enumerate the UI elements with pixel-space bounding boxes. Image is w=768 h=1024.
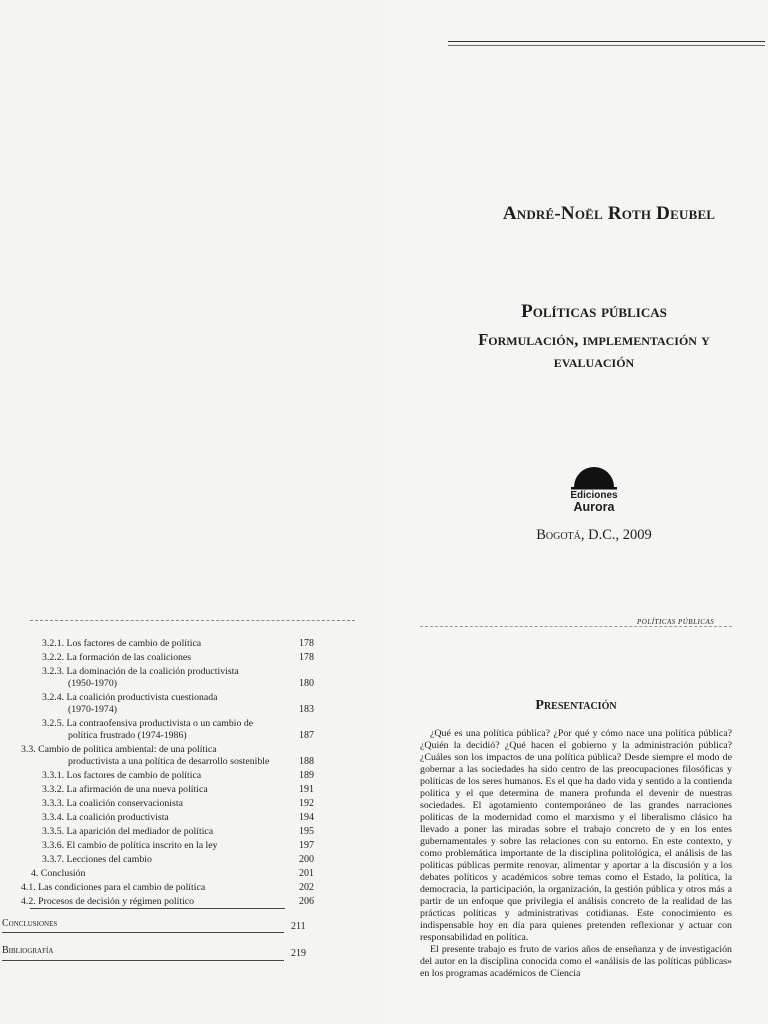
toc-entry-page: 180 [299, 678, 314, 689]
toc-entry-page: 183 [299, 704, 314, 715]
running-head-rule [420, 626, 732, 627]
body-text [420, 728, 732, 980]
toc-entry-page: 189 [299, 770, 314, 781]
section-heading: Presentación [535, 698, 617, 713]
toc-entry-page: 195 [299, 826, 314, 837]
toc-entry-title: 3.3.1. Los factores de cambio de política [42, 770, 202, 781]
toc-conclusions-label: Conclusiones [2, 918, 58, 929]
toc-entry [0, 718, 384, 742]
presentation-page [384, 590, 768, 1024]
publisher-dome-icon [571, 466, 617, 490]
book-title: Políticas públicas [521, 301, 667, 322]
blank-page [0, 0, 384, 590]
toc-entry-title: 3.3.4. La coalición productivista [42, 812, 169, 823]
toc-entry-page: 201 [299, 868, 314, 879]
toc-entry-title-continued: (1950-1970) [68, 678, 117, 689]
toc-rule-b [2, 932, 284, 933]
toc-entry-page: 188 [299, 756, 314, 767]
toc-entry-title: 3.3.6. El cambio de política inscrito en la ley [42, 840, 218, 851]
publisher-name-line1: Ediciones [570, 490, 618, 501]
toc-entry [0, 882, 384, 894]
publisher-name-line2: Aurora [573, 500, 615, 514]
toc-entry [0, 840, 384, 852]
toc-bibliography-label: Bibliografía [2, 945, 54, 956]
toc-entry [0, 666, 384, 690]
toc-entry-page: 178 [299, 638, 314, 649]
contents-page [0, 590, 384, 1024]
toc-list [0, 638, 384, 908]
publisher-logo [554, 466, 634, 513]
top-double-rule-lower [448, 45, 765, 46]
toc-entry-title-continued: política frustrado (1974-1986) [68, 730, 187, 741]
toc-entry-title: 3.3.2. La afirmación de una nueva política [42, 784, 208, 795]
toc-entry-title: 3.2.2. La formación de las coaliciones [42, 652, 192, 663]
toc-conclusions-page: 211 [291, 921, 306, 932]
toc-top-rule [30, 620, 355, 621]
toc-conclusions [2, 918, 306, 932]
toc-entry-title-continued: productivista a una política de desarrollo sostenible [68, 756, 270, 767]
toc-rule-a [30, 908, 285, 909]
toc-entry-page: 194 [299, 812, 314, 823]
toc-entry-title: 3.3.7. Lecciones del cambio [42, 854, 152, 865]
toc-entry-page: 178 [299, 652, 314, 663]
city-year: Bogotá, D.C., 2009 [536, 527, 652, 543]
toc-entry-page: 206 [299, 896, 314, 907]
toc-entry [0, 896, 384, 908]
toc-entry-page: 191 [299, 784, 314, 795]
toc-entry-title: 3.2.3. La dominación de la coalición productivista [42, 666, 239, 677]
toc-entry-title-continued: (1970-1974) [68, 704, 117, 715]
running-head: POLÍTICAS PÚBLICAS [637, 618, 715, 626]
paragraph-2: El presente trabajo es fruto de varios años de enseñanza y de investigación del autor en la disciplina conocida como el «análisis de las políticas públicas» en los programas académicos de Ciencia [420, 944, 732, 979]
toc-entry [0, 812, 384, 824]
toc-entry [0, 868, 384, 880]
author-name: André-Noël Roth Deubel [502, 203, 716, 224]
toc-entry-title: 3.2.4. La coalición productivista cuestionada [42, 692, 218, 703]
title-page [384, 0, 768, 590]
toc-rule-c [2, 960, 284, 961]
toc-entry-title: 3.3.3. La coalición conservacionista [42, 798, 183, 809]
toc-entry-page: 192 [299, 798, 314, 809]
toc-entry-title: 3.2.5. La contraofensiva productivista o un cambio de [42, 718, 254, 729]
toc-entry-page: 187 [299, 730, 314, 741]
toc-bibliography [2, 945, 306, 959]
toc-entry [0, 638, 384, 650]
toc-entry-title: 3.3.5. La aparición del mediador de política [42, 826, 214, 837]
toc-entry-title: 4. Conclusión [31, 868, 86, 879]
paragraph-1: ¿Qué es una política pública? ¿Por qué y cómo nace una política pública? ¿Quién la decidió? ¿Qué hacen el gobierno y la administración pública? ¿Cuáles son los impactos de una política pública? Desde siempre el modo de gobernar a las sociedades ha sido centro de las preocupaciones filosóficas y políticas de los seres humanos. Es el que ha dado vida y sentido a la contienda política y el que determina de manera profunda el devenir de nuestras sociedades. El agotamiento contemporáneo de las grandes narraciones políticas de la modernidad como el marxismo y el liberalismo clásico ha llevado a poner las miradas sobre el trabajo concreto de y en los entes gubernamentales y sobre las relaciones con su entorno. En este contexto, y como problemática importante de la disciplina politológica, el análisis de las políticas públicas permite renovar, alimentar y aportar a la discusión y a los debates políticos y académicos sobre temas como el Estado, la política, la democracia, la participación, la organización, la gestión pública y otros más a partir de un enfoque que privilegia el análisis concreto de la realidad de las prácticas políticas y administrativas cotidianas. Este conocimiento es indispensable hoy en día para quienes pretenden reflexionar y actuar con responsabilidad en política. [420, 728, 732, 943]
toc-bibliography-page: 219 [291, 948, 306, 959]
top-double-rule-upper [448, 41, 765, 42]
toc-entry-title: 3.2.1. Los factores de cambio de política [42, 638, 202, 649]
toc-entry [0, 652, 384, 664]
toc-entry-title: 4.2. Procesos de decisión y régimen político [21, 896, 195, 907]
toc-entry [0, 798, 384, 810]
toc-entry [0, 744, 384, 768]
toc-entry-title: 4.1. Las condiciones para el cambio de política [21, 882, 206, 893]
toc-entry-page: 202 [299, 882, 314, 893]
book-subtitle-line2: evaluación [553, 352, 635, 371]
book-subtitle-line1: Formulación, implementación y [478, 330, 710, 349]
toc-entry-page: 200 [299, 854, 314, 865]
toc-entry-title: 3.3. Cambio de política ambiental: de una política [21, 744, 217, 755]
toc-entry [0, 770, 384, 782]
toc-entry [0, 692, 384, 716]
toc-entry [0, 854, 384, 866]
toc-entry-page: 197 [299, 840, 314, 851]
toc-entry [0, 826, 384, 838]
toc-entry [0, 784, 384, 796]
